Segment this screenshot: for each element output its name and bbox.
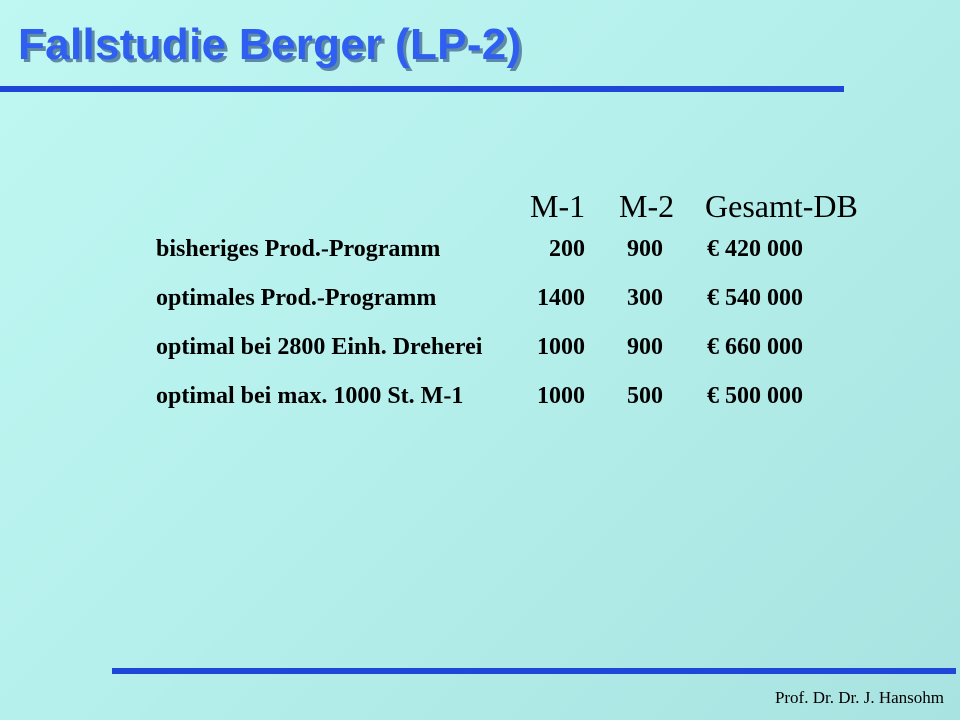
row-label: optimales Prod.-Programm — [156, 285, 437, 311]
row-value-m1: 200 — [549, 236, 585, 262]
footer-rule — [112, 668, 956, 674]
column-header-gesamt-db: Gesamt-DB — [705, 188, 858, 224]
table-row — [0, 285, 960, 325]
table-row — [0, 383, 960, 423]
row-label: bisheriges Prod.-Programm — [156, 236, 441, 262]
row-label: optimal bei 2800 Einh. Dreherei — [156, 334, 483, 360]
row-value-m2: 900 — [627, 236, 663, 262]
table-row — [0, 236, 960, 276]
row-value-gesamt-db: € 660 000 — [707, 334, 803, 360]
column-header-m1: M-1 — [530, 188, 586, 224]
row-value-gesamt-db: € 420 000 — [707, 236, 803, 262]
row-value-m2: 900 — [627, 334, 663, 360]
row-value-m1: 1400 — [537, 285, 585, 311]
row-label: optimal bei max. 1000 St. M-1 — [156, 383, 464, 409]
table-row — [0, 334, 960, 374]
author-footer: Prof. Dr. Dr. J. Hansohm — [774, 688, 944, 707]
row-value-gesamt-db: € 500 000 — [707, 383, 803, 409]
row-value-m1: 1000 — [537, 383, 585, 409]
slide-title: Fallstudie Berger (LP-2) — [18, 20, 522, 69]
row-value-gesamt-db: € 540 000 — [707, 285, 803, 311]
row-value-m2: 300 — [627, 285, 663, 311]
row-value-m1: 1000 — [537, 334, 585, 360]
row-value-m2: 500 — [627, 383, 663, 409]
column-header-m2: M-2 — [619, 188, 675, 224]
